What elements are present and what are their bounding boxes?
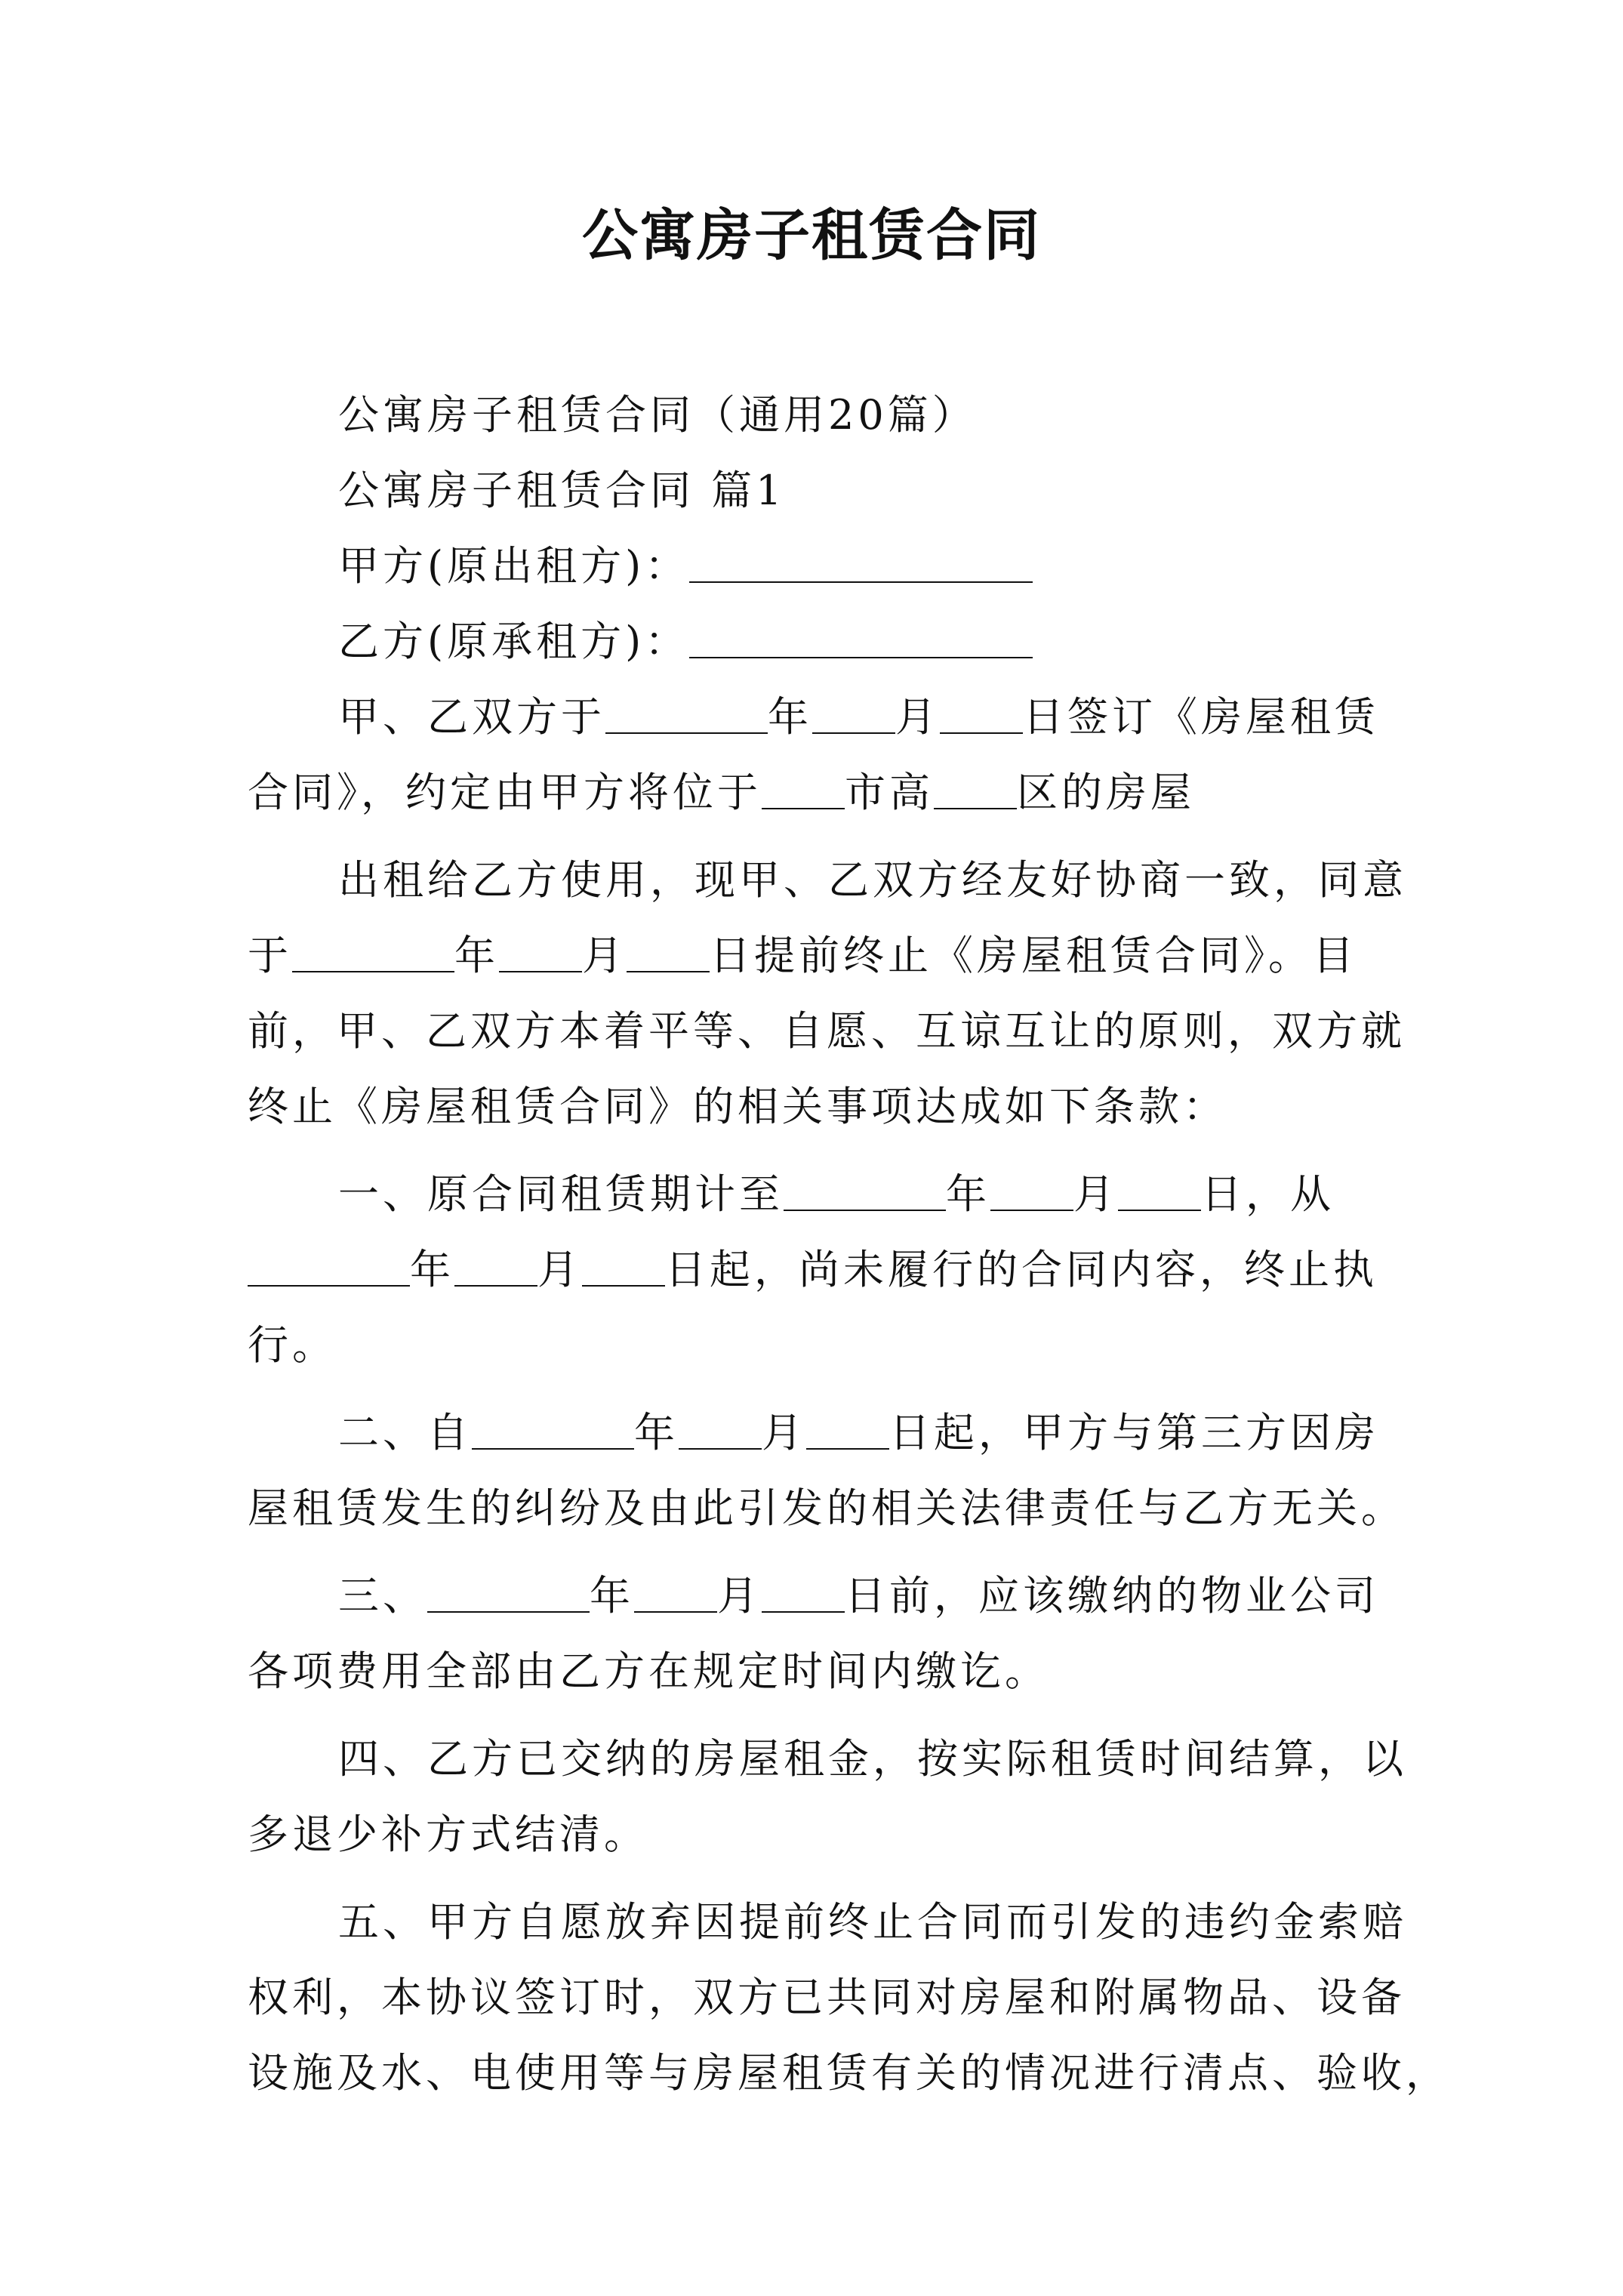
fill-blank — [1118, 1169, 1201, 1211]
paragraph-line: 合同》，约定由甲方将位于 市高 区的房屋 — [248, 769, 1195, 816]
clause-1-line: 年 月 日起，尚未履行的合同内容，终止执 — [248, 1232, 1380, 1308]
party-a-line: 甲方(原出租方)： — [248, 529, 1380, 604]
fill-blank — [582, 1244, 665, 1287]
clause-5-line: 设施及水、电使用等与房屋租赁有关的情况进行清点、验收， — [248, 2049, 1450, 2097]
paragraph-line: 出租给乙方使用，现甲、乙双方经友好协商一致，同意 — [338, 856, 1407, 904]
clause-3-line: 三、 年 月 日前，应该缴纳的物业公司 — [338, 1572, 1379, 1620]
fill-blank — [940, 692, 1023, 734]
document-body — [248, 378, 1450, 2111]
clause-4-line: 多退少补方式结清。 — [248, 1811, 648, 1858]
paragraph-line: 甲、乙双方于 年 月 日签订《房屋租赁 — [338, 693, 1379, 741]
fill-blank — [990, 1169, 1073, 1211]
fill-blank — [472, 1407, 634, 1450]
section-heading: 公寓房子租赁合同 篇1 — [338, 467, 786, 514]
fill-blank — [292, 930, 454, 972]
fill-blank — [762, 1570, 845, 1613]
fill-blank — [784, 1169, 946, 1211]
paragraph-line: 前，甲、乙双方本着平等、自愿、互谅互让的原则，双方就 — [248, 1007, 1406, 1055]
clause-2-line: 二、自 年 月 日起，甲方与第三方因房 — [338, 1409, 1379, 1456]
fill-blank — [934, 767, 1017, 809]
paragraph-line: 终止《房屋租赁合同》的相关事项达成如下条款： — [248, 1083, 1227, 1130]
paragraph-line: 于 年 月 日提前终止《房屋租赁合同》。目 — [248, 932, 1357, 979]
fill-blank — [248, 1244, 410, 1287]
fill-blank — [679, 1407, 762, 1450]
clause-3-line: 各项费用全部由乙方在规定时间内缴讫。 — [248, 1647, 1049, 1695]
fill-blank — [427, 1570, 590, 1613]
fill-blank — [454, 1244, 537, 1287]
clause-1-line: 一、原合同租赁期计至 年 月 日，从 — [338, 1170, 1335, 1218]
fill-blank — [634, 1570, 717, 1613]
document-title: 公寓房子租赁合同 — [582, 203, 1041, 268]
party-a-blank — [689, 541, 1033, 583]
doc-subtitle: 公寓房子租赁合同（通用20篇） — [338, 391, 977, 439]
party-b-blank — [689, 616, 1033, 658]
party-b-line: 乙方(原承租方)： — [248, 604, 1380, 680]
clause-4-line: 四、乙方已交纳的房屋租金，按实际租赁时间结算，以 — [338, 1735, 1407, 1783]
fill-blank — [627, 930, 710, 972]
fill-blank — [605, 692, 768, 734]
clause-1-line: 行。 — [248, 1321, 337, 1369]
fill-blank — [499, 930, 582, 972]
clause-5-line: 权利，本协议签订时，双方已共同对房屋和附属物品、设备 — [248, 1974, 1406, 2021]
fill-blank — [806, 1407, 889, 1450]
fill-blank — [812, 692, 895, 734]
clause-5-line: 五、甲方自愿放弃因提前终止合同而引发的违约金索赔 — [338, 1898, 1407, 1946]
clause-2-line: 屋租赁发生的纠纷及由此引发的相关法律责任与乙方无关。 — [248, 1484, 1406, 1532]
fill-blank — [762, 767, 845, 809]
